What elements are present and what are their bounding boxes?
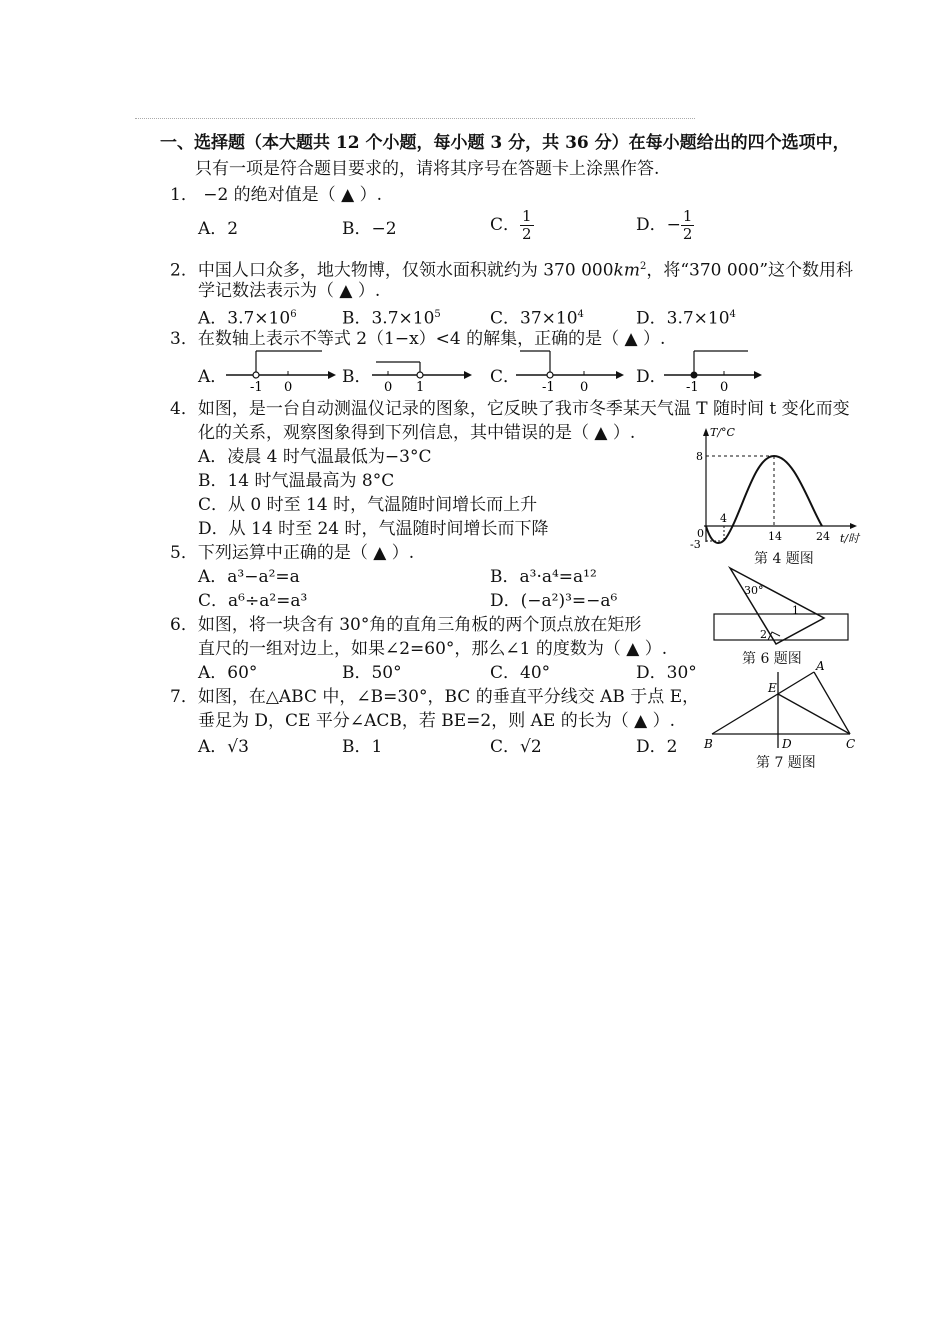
q6-label-2: 2 [760, 628, 767, 641]
q7-option-d: D．2 [636, 737, 678, 757]
q4-option-b: B．14 时气温最高为 8°C [198, 471, 395, 491]
q3-numberline-c [516, 344, 626, 394]
q1-option-a: A．2 [198, 219, 239, 239]
top-dotted-line [135, 118, 695, 119]
q7-label-d: D [782, 737, 792, 751]
q4-stem-line2: 化的关系，观察图象得到下列信息，其中错误的是（ ▲ ）. [198, 423, 636, 443]
q4-option-d: D．从 14 时至 24 时，气温随时间增长而下降 [198, 519, 549, 539]
q7-label-e: E [768, 681, 777, 695]
q4-label-neg3: -3 [690, 538, 701, 551]
q5-option-b: B．a³·a⁴=a¹² [490, 567, 597, 587]
q1-option-d: D．− $\frac{1}{2}$ [636, 207, 693, 243]
q3-a-tick-2: 0 [284, 380, 293, 394]
q3-numberline-a [226, 344, 336, 394]
q5-option-d: D．(−a²)³=−a⁶ [490, 591, 618, 611]
q3-option-c-label: C． [490, 367, 521, 387]
q3-b-tick-1: 0 [384, 380, 393, 394]
q6-label-30: 30° [744, 584, 764, 597]
q3-d-tick-1: -1 [686, 380, 699, 394]
q7-option-c: C．√2 [490, 737, 542, 757]
q6-figure-caption: 第 6 题图 [742, 651, 802, 667]
q3-d-tick-2: 0 [720, 380, 729, 394]
q4-option-a: A．凌晨 4 时气温最低为−3°C [198, 447, 432, 467]
q7-option-a: A．√3 [198, 737, 249, 757]
q7-stem-line1: 7．如图，在△ABC 中，∠B=30°，BC 的垂直平分线交 AB 于点 E， [170, 687, 700, 707]
q7-figure-caption: 第 7 题图 [756, 755, 816, 771]
q6-stem-line1: 6．如图，将一块含有 30°角的直角三角板的两个顶点放在矩形 [170, 615, 642, 635]
q7-label-b: B [704, 737, 713, 751]
q7-option-b: B．1 [342, 737, 383, 757]
q4-stem-line1: 4．如图，是一台自动测温仪记录的图象，它反映了我市冬季某天气温 T 随时间 t 变化而变 [170, 399, 850, 419]
q7-triangle-figure [700, 658, 870, 754]
section-header-line1: 一、选择题（本大题共 12 个小题，每小题 3 分，共 36 分）在每小题给出的四个选项中， [160, 133, 850, 153]
q4-option-c: C．从 0 时至 14 时，气温随时间增长而上升 [198, 495, 538, 515]
q5-option-a: A．a³−a²=a [198, 567, 300, 587]
q3-option-a-label: A． [198, 367, 228, 387]
q7-label-a: A [816, 659, 825, 673]
q3-option-d-label: D． [636, 367, 667, 387]
q6-option-d: D．30° [636, 663, 697, 683]
q3-option-b-label: B． [342, 367, 372, 387]
q4-x-axis-label: t/时 [840, 532, 860, 545]
q4-label-8: 8 [696, 450, 703, 463]
q2-option-b: B．$3.7\times 10^5$ [342, 308, 441, 329]
q4-y-axis-label: T/°C [710, 426, 735, 439]
q6-triangle-ruler-figure [706, 564, 856, 650]
section-header-line2: 只有一项是符合题目要求的，请将其序号在答题卡上涂黑作答. [195, 159, 660, 179]
q4-temperature-graph [684, 424, 864, 554]
q4-figure-caption: 第 4 题图 [754, 551, 814, 567]
q2-stem-line1: 2．中国人口众多，地大物博，仅领水面积就约为 370 $000km^2$，将“370 000”这个数用科 [170, 260, 854, 281]
q1-option-c: C． $\frac{1}{2}$ [490, 207, 532, 243]
q6-option-b: B．50° [342, 663, 402, 683]
q3-stem: 3．在数轴上表示不等式 2（1−x）<4 的解集，正确的是（ ▲ ）. [170, 329, 666, 349]
q6-stem-line2: 直尺的一组对边上，如果∠2=60°，那么∠1 的度数为（ ▲ ）. [198, 639, 668, 659]
q4-label-4: 4 [720, 512, 727, 525]
q3-c-tick-2: 0 [580, 380, 589, 394]
q5-stem: 5．下列运算中正确的是（ ▲ ）. [170, 543, 415, 563]
q3-a-tick-1: -1 [250, 380, 263, 394]
q4-label-14: 14 [768, 530, 782, 543]
q7-stem-line2: 垂足为 D，CE 平分∠ACB，若 BE=2，则 AE 的长为（ ▲ ）. [198, 711, 676, 731]
q3-numberline-b [372, 344, 472, 394]
q5-option-c: C．a⁶÷a²=a³ [198, 591, 308, 611]
q4-label-24: 24 [816, 530, 830, 543]
q6-option-a: A．60° [198, 663, 258, 683]
q2-option-d: D．$3.7\times 10^4$ [636, 308, 736, 329]
q1-option-b: B．−2 [342, 219, 397, 239]
q6-option-c: C．40° [490, 663, 551, 683]
q6-label-1: 1 [792, 604, 799, 617]
q2-stem-line2: 学记数法表示为（ ▲ ）. [198, 281, 381, 301]
q3-c-tick-1: -1 [542, 380, 555, 394]
q3-b-tick-2: 1 [416, 380, 425, 394]
q1-stem: 1． −2 的绝对值是（ ▲ ）. [170, 185, 382, 205]
q3-numberline-d [664, 344, 764, 394]
q2-option-a: A．$3.7\times 10^6$ [198, 308, 297, 329]
q7-label-c: C [846, 737, 856, 751]
q4-label-0: 0 [697, 527, 704, 540]
q2-option-c: C．$37\times 10^4$ [490, 308, 584, 329]
